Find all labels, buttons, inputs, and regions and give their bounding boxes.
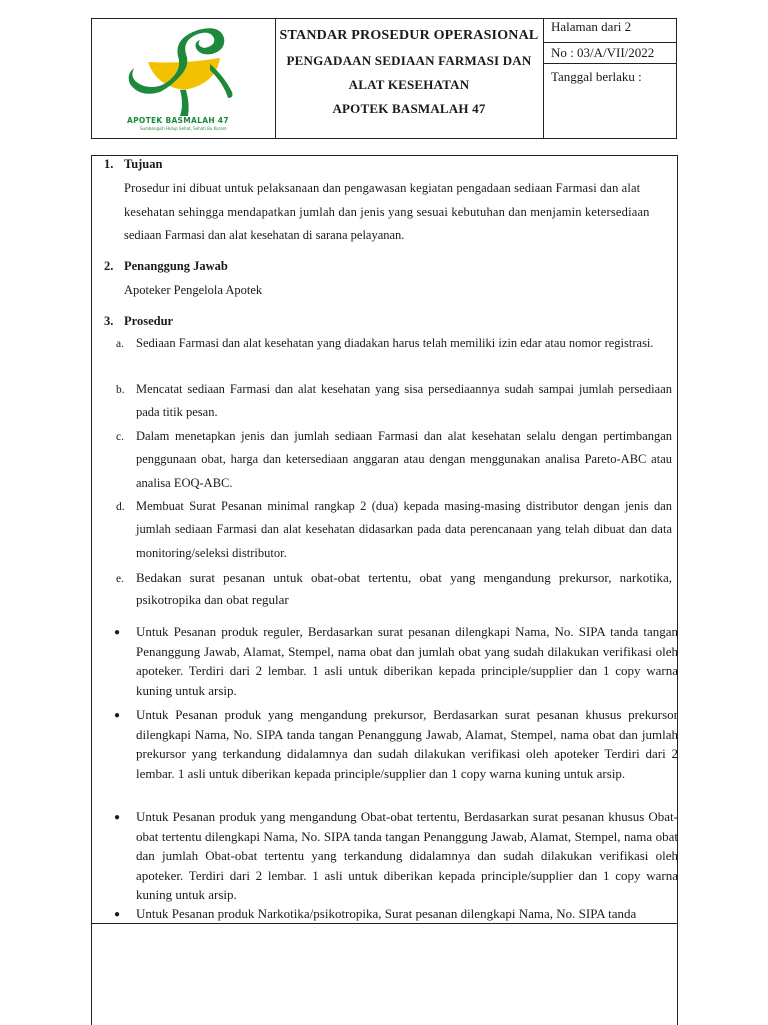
logo-name: APOTEK BASMALAH 47: [127, 116, 229, 125]
bullet-icon: ●: [114, 627, 121, 638]
section-heading-prosedur: Prosedur: [124, 314, 174, 328]
procedure-item: Mencatat sediaan Farmasi dan alat kesehatan yang sisa persediaannya sudah sampai jumlah persediaan pada titik pesan.: [136, 382, 672, 420]
paragraph-line: sediaan Farmasi dan alat kesehatan di sarana pelayanan.: [124, 228, 405, 242]
bullet-icon: ●: [114, 909, 121, 920]
procedure-item: Dalam menetapkan jenis dan jumlah sediaan Farmasi dan alat kesehatan selalu dengan pertimbangan penggunaan obat, harga dan ketersediaan anggaran atau dengan menggunakan analisa Pareto-ABC atau analisa EOQ-ABC.: [136, 429, 672, 490]
title-line-1: STANDAR PROSEDUR OPERASIONAL: [279, 28, 539, 43]
order-rule-item: Untuk Pesanan produk Narkotika/psikotropika, Surat pesanan dilengkapi Nama, No. SIPA tanda: [136, 906, 637, 921]
order-rule-item: Untuk Pesanan produk reguler, Berdasarkan surat pesanan dilengkapi Nama, No. SIPA tanda tangan Penanggung Jawab, Alamat, Stempel, nama obat dan jumlah obat yang sudah dilakukan verifikasi oleh apoteker. Terdiri dari 2 lembar. 1 asli untuk diberikan kepada principle/supplier dan 1 copy warna kuning untuk arsip.: [136, 624, 678, 698]
section-heading-penanggung-jawab: Penanggung Jawab: [124, 259, 228, 273]
effective-date: Tanggal berlaku :: [551, 69, 642, 84]
page-count: Halaman dari 2: [543, 19, 676, 43]
procedure-item: Membuat Surat Pesanan minimal rangkap 2 (dua) kepada masing-masing distributor dengan jenis dan jumlah sediaan Farmasi dan alat kesehatan didasarkan pada data perencanaan yang telah dibuat dan data monitoring/seleksi distributor.: [136, 499, 672, 560]
section-number: 1.: [104, 157, 114, 171]
responsible-party: Apoteker Pengelola Apotek: [124, 283, 263, 297]
paragraph-line: Prosedur ini dibuat untuk pelaksanaan dan pengawasan kegiatan pengadaan sediaan Farmasi dan alat: [124, 181, 641, 195]
section-number: 2.: [104, 259, 114, 273]
title-line-4: APOTEK BASMALAH 47: [332, 101, 486, 116]
section-number: 3.: [104, 314, 114, 328]
bullet-icon: ●: [114, 710, 121, 721]
title-line-3: ALAT KESEHATAN: [348, 77, 470, 92]
logo-tagline: Sumbangsih Hidup Sehat, Sehati Bu Karam: [140, 126, 227, 131]
document-number: No : 03/A/VII/2022: [543, 43, 676, 64]
procedure-item: Sediaan Farmasi dan alat kesehatan yang diadakan harus telah memiliki izin edar atau nomor registrasi.: [136, 336, 654, 350]
pharmacy-logo-icon: [120, 24, 248, 119]
order-rule-item: Untuk Pesanan produk yang mengandung Obat-obat tertentu, Berdasarkan surat pesanan khusus Obat-obat tertentu dilengkapi Nama, No. SIPA tanda tangan Penanggung Jawab, Alamat, Stempel, nama obat dan jumlah Obat-obat tertentu yang terkandung didalamnya dan sudah dilakukan verifikasi oleh apoteker. Terdiri dari 2 lembar. 1 asli untuk diberikan kepada principle/supplier dan 1 copy warna kuning untuk arsip.: [136, 809, 678, 902]
item-letter: b.: [116, 384, 125, 396]
meta-cell: [543, 19, 676, 138]
paragraph-line: kesehatan sehingga mendapatkan jumlah dan jenis yang sesuai kebutuhan dan menjamin ketersediaan: [124, 205, 650, 219]
title-line-2: PENGADAAN SEDIAAN FARMASI DAN: [286, 53, 532, 68]
item-letter: a.: [116, 338, 124, 350]
bullet-icon: ●: [114, 812, 121, 823]
document-header: [91, 18, 677, 139]
title-cell: [275, 19, 544, 138]
section-heading-tujuan: Tujuan: [124, 157, 163, 171]
order-rule-item: Untuk Pesanan produk yang mengandung prekursor, Berdasarkan surat pesanan khusus prekursor dilengkapi Nama, No. SIPA tanda tangan Penanggung Jawab, Alamat, Stempel, nama obat dan jumlah prekursor yang terkandung didalamnya dan sudah dilakukan verifikasi oleh apoteker Terdiri dari 2 lembar. 1 asli untuk diberikan kepada principle/supplier dan 1 copy warna kuning untuk arsip.: [136, 707, 678, 781]
logo-cell: [92, 19, 276, 138]
item-letter: e.: [116, 573, 124, 585]
item-letter: d.: [116, 501, 125, 513]
procedure-item: Bedakan surat pesanan untuk obat-obat tertentu, obat yang mengandung prekursor, narkotika, psikotropika dan obat regular: [136, 570, 672, 607]
item-letter: c.: [116, 431, 124, 443]
page-cut-line: [91, 923, 678, 924]
